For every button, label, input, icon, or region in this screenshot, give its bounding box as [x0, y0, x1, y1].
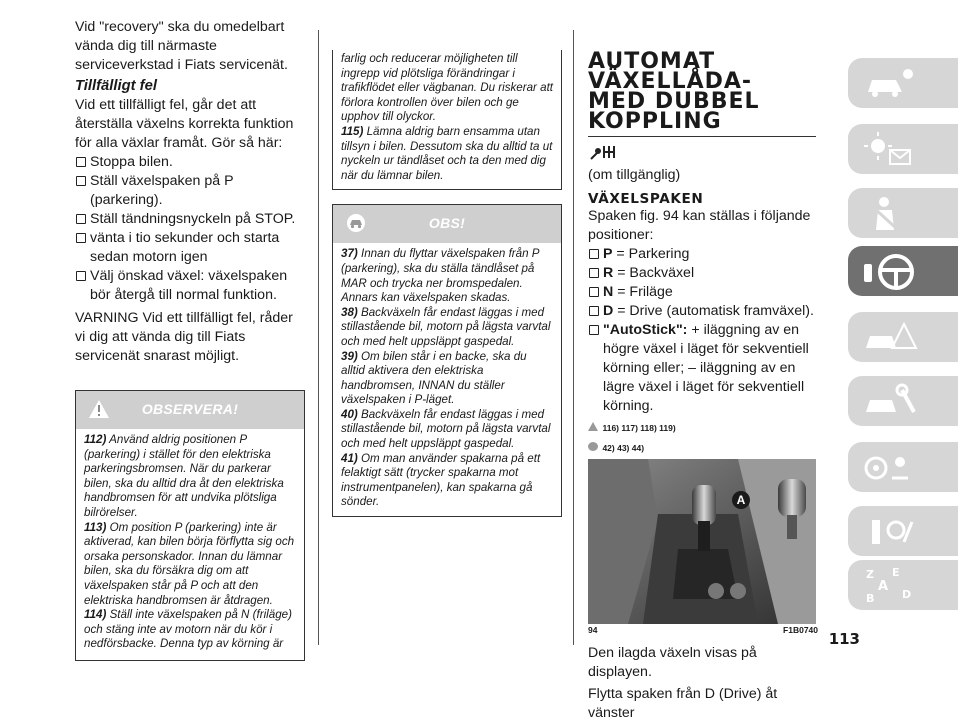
- checkbox-icon: [76, 157, 86, 167]
- obs-header: [333, 205, 561, 243]
- subheading-tillfalligt-fel: Tillfälligt fel: [75, 78, 157, 94]
- tab-tech-data[interactable]: [848, 442, 958, 492]
- tab-lights[interactable]: [848, 124, 958, 174]
- alphabet-index-icon: [862, 564, 918, 604]
- tab-maintenance[interactable]: [848, 376, 958, 426]
- car-warning-icon: [588, 442, 598, 451]
- checkbox-icon: [589, 268, 599, 278]
- section-heading: VÄXELSPAKEN: [588, 191, 704, 207]
- list-item: P = Parkering: [588, 245, 818, 264]
- note-114-continued: farlig och reducerar möjligheten till ingrepp vid plötsliga förändringar i trafikflödet eller vägbanan. Du riskerar att förlora kontrollen över bilen och ge upphov till olyckor.: [341, 52, 554, 124]
- tab-multimedia[interactable]: [848, 506, 958, 556]
- warning-icon: [588, 422, 598, 431]
- note-113: 113) Om position P (parkering) inte är aktiverad, kan bilen börja förflytta sig och orsaka personskador. Innan du lämnar bilen, ska du försäkra dig om att växelspaken står på P och att den elektriska handbromsen är åtdragen.: [84, 520, 295, 607]
- positions-list: [588, 245, 818, 416]
- multimedia-icon: [862, 512, 918, 552]
- observera-continued-box: [332, 50, 562, 190]
- observera-title: OBSERVERA!: [141, 401, 239, 417]
- title-rule: [588, 136, 816, 137]
- sun-mail-icon: [862, 130, 918, 170]
- note-114: 114) Ställ inte växelspaken på N (friläge) och stäng inte av motorn när du kör i nedförsbacke. Denna typ av körning är: [84, 608, 292, 651]
- list-item: "AutoStick": + iläggning av en högre växel i läget för sekventiell körning eller; – iläggning av en lägre växel i läget för sekventiell körning.: [588, 321, 818, 416]
- tab-safety[interactable]: [848, 188, 958, 238]
- warning-paragraph: VARNING Vid ett tillfälligt fel, råder vi dig att vända dig till Fiats servicenät snarast möjligt.: [75, 310, 293, 364]
- note-37: 37) Innan du flyttar växelspaken från P (parkering), ska du ställa tändlåset på MAR och trycka ner bromspedalen. Annars kan växelspaken skadas.: [341, 247, 540, 305]
- list-item: Välj önskad växel: växelspaken bör återgå till normal funktion.: [75, 267, 305, 305]
- display-paragraph: Den ilagda växeln visas på displayen.: [588, 645, 757, 680]
- svg-text:B: B: [866, 592, 875, 604]
- list-item: Ställ växelspaken på P (parkering).: [75, 172, 305, 210]
- tab-driving[interactable]: [848, 246, 958, 296]
- list-item: N = Friläge: [588, 283, 818, 302]
- checkbox-icon: [76, 176, 86, 186]
- steps-list: [75, 153, 305, 305]
- seat-belt-icon: [862, 194, 918, 234]
- observera-header: [76, 391, 304, 429]
- note-38: 38) Backväxeln får endast läggas i med stillastående bil, motorn på lägsta varvtal och med helt uppsläppt gaspedal.: [341, 305, 551, 348]
- tab-dashboard[interactable]: [848, 58, 958, 108]
- chapter-title: AUTOMAT VÄXELLÅDA- MED DUBBEL KOPPLING: [588, 49, 760, 134]
- list-item: D = Drive (automatisk framväxel).: [588, 302, 818, 321]
- temporary-fault-paragraph: Vid ett tillfälligt fel, går det att återställa växelns korrekta funktion för alla växlar framåt. Gör så här:: [75, 97, 294, 151]
- wrench-car-icon: [862, 382, 918, 422]
- column-divider: [573, 30, 574, 645]
- gear-lever-photo: [588, 459, 816, 624]
- steering-wheel-icon: [860, 250, 920, 294]
- move-lever-paragraph: Flytta spaken från D (Drive) åt vänster: [588, 686, 778, 721]
- figure-94-image: [588, 459, 816, 624]
- checkbox-icon: [589, 306, 599, 316]
- tab-index[interactable]: [848, 560, 958, 610]
- technical-data-icon: [862, 448, 918, 488]
- car-accident-icon: [862, 318, 918, 358]
- note-40: 40) Backväxeln får endast läggas i med stillastående bil, motorn på lägsta varvtal och med helt uppsläppt gaspedal.: [341, 407, 551, 451]
- checkbox-icon: [589, 325, 599, 335]
- checkbox-icon: [589, 249, 599, 259]
- list-item: R = Backväxel: [588, 264, 818, 283]
- checkbox-icon: [76, 233, 86, 243]
- svg-text:A: A: [878, 579, 889, 594]
- list-item: vänta i tio sekunder och starta sedan motorn igen: [75, 229, 305, 267]
- page-number: 113: [828, 630, 860, 648]
- column-divider: [318, 30, 319, 645]
- column-1: [75, 18, 305, 661]
- intro-paragraph: Vid "recovery" ska du omedelbart vända dig till närmaste serviceverkstad i Fiats servicenät.: [75, 19, 288, 73]
- list-item: Ställ tändningsnyckeln på STOP.: [75, 210, 305, 229]
- reference-row-1: 116) 117) 118) 119): [588, 418, 818, 436]
- note-112: 112) Använd aldrig positionen P (parkering) i stället för den elektriska parkeringsbromsen. När du parkerar bilen, ska du alltid dra åt den elektriska handbromsen för att undvika plötsliga bilrörelser.: [84, 433, 284, 519]
- tab-emergency[interactable]: [848, 312, 958, 362]
- column-3: [588, 49, 818, 723]
- observera-box: [75, 390, 305, 661]
- callout-a: A: [732, 491, 750, 509]
- figure-number: 94: [588, 625, 598, 635]
- obs-title: OBS!: [428, 215, 466, 232]
- lever-intro: Spaken fig. 94 kan ställas i följande positioner:: [588, 208, 811, 243]
- note-39: 39) Om bilen står i en backe, ska du alltid aktivera den elektriska handbromsen, INNAN du ställer växelspaken i P-läget.: [341, 349, 527, 407]
- column-2: [332, 50, 562, 517]
- checkbox-icon: [589, 287, 599, 297]
- note-115: 115) Lämna aldrig barn ensamma utan tillsyn i bilen. Dessutom ska du alltid ta ut nyckeln ur tändlåset och ta den med dig när du lämnar bilen.: [341, 124, 553, 182]
- svg-text:Z: Z: [866, 568, 874, 581]
- availability-note: (om tillgänglig): [588, 167, 681, 183]
- list-item: Stoppa bilen.: [75, 153, 305, 172]
- obs-box: [332, 204, 562, 517]
- svg-text:D: D: [902, 588, 912, 601]
- checkbox-icon: [76, 271, 86, 281]
- chapter-tabs: [820, 0, 960, 683]
- gear-shift-icon: [588, 143, 622, 163]
- figure-code: F1B0740: [783, 625, 818, 635]
- figure-caption: [588, 624, 818, 638]
- note-41: 41) Om man använder spakarna på ett felaktigt sätt (trycker spakarna mot instrumentpanelen), kan spakarna gå sönder.: [341, 451, 541, 509]
- svg-text:E: E: [892, 566, 900, 579]
- reference-row-2: 42) 43) 44): [588, 438, 818, 456]
- checkbox-icon: [76, 214, 86, 224]
- car-dashboard-icon: [862, 64, 918, 104]
